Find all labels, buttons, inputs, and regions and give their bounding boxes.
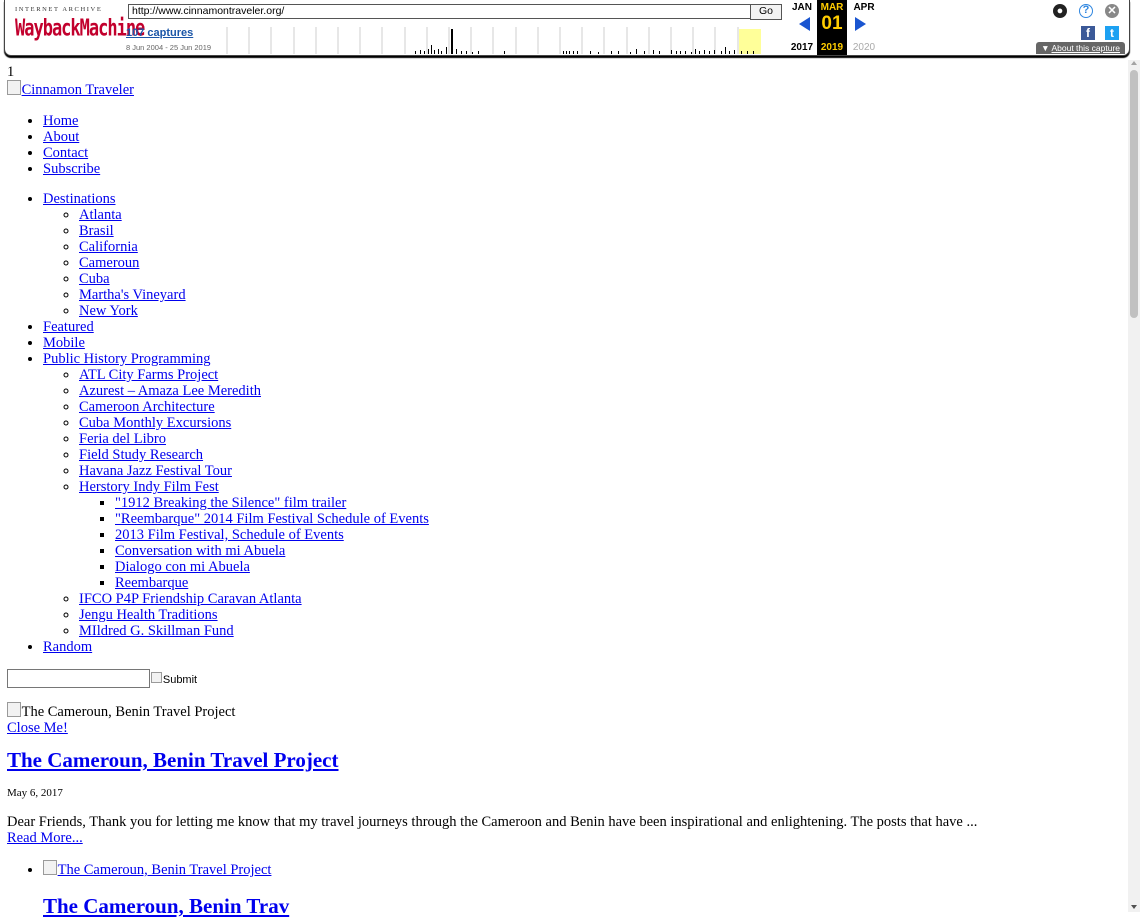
- nav-item-home: [43, 113, 1122, 129]
- nav-item-contact: [43, 145, 1122, 161]
- submenu-item: [79, 447, 1122, 463]
- submenu-link-atl-city-farms[interactable]: ATL City Farms Project: [79, 367, 219, 384]
- submenu-link-azurest[interactable]: Azurest – Amaza Lee Meredith: [79, 383, 261, 400]
- destinations-submenu: [43, 207, 1122, 319]
- submenu-item: [115, 543, 1122, 559]
- post-title-link[interactable]: The Cameroun, Benin Travel Project: [7, 748, 339, 773]
- wayback-logo[interactable]: [15, 6, 145, 44]
- site-logo-alt-text: Cinnamon Traveler: [21, 82, 134, 99]
- submenu-link-conversation-abuela[interactable]: Conversation with mi Abuela: [115, 543, 286, 560]
- submenu-link-feria-del-libro[interactable]: Feria del Libro: [79, 431, 166, 448]
- prev-year-label: 2017: [790, 42, 814, 53]
- thumbnail-item: [43, 860, 1122, 878]
- submenu-item: [79, 207, 1122, 223]
- public-history-submenu: [43, 367, 1122, 639]
- submenu-link-cameroon-architecture[interactable]: Cameroon Architecture: [79, 399, 215, 416]
- nav-item-about: [43, 129, 1122, 145]
- herstory-submenu: [79, 495, 1122, 591]
- submenu-link-skillman-fund[interactable]: MIldred G. Skillman Fund: [79, 623, 234, 640]
- broken-image-icon: [7, 702, 21, 717]
- prev-month-label: JAN: [791, 2, 812, 13]
- submenu-link-field-study[interactable]: Field Study Research: [79, 447, 204, 464]
- submenu-item-herstory: [79, 479, 1122, 591]
- submenu-link-2013-festival[interactable]: 2013 Film Festival, Schedule of Events: [115, 527, 344, 544]
- current-month-column: [817, 0, 847, 55]
- twitter-icon[interactable]: t: [1105, 26, 1119, 40]
- submenu-item: [79, 255, 1122, 271]
- submenu-item: [79, 383, 1122, 399]
- submenu-link-cuba[interactable]: Cuba: [79, 271, 110, 288]
- calendar-navigator: [783, 0, 879, 55]
- facebook-icon[interactable]: f: [1081, 26, 1095, 40]
- sparkline-bars: [415, 29, 754, 54]
- submenu-item: [79, 223, 1122, 239]
- menu-item-destinations: [43, 191, 1122, 319]
- submenu-item: [79, 271, 1122, 287]
- read-more-link[interactable]: Read More...: [7, 830, 83, 847]
- submenu-link-herstory[interactable]: Herstory Indy Film Fest: [79, 479, 219, 496]
- submenu-item: [115, 495, 1122, 511]
- post-thumbnails: [7, 860, 1122, 878]
- page-content: [7, 65, 1122, 920]
- vertical-scrollbar[interactable]: [1128, 60, 1140, 912]
- menu-item-featured: [43, 319, 1122, 335]
- close-icon[interactable]: ✕: [1105, 4, 1119, 18]
- featured-image: [7, 702, 1122, 720]
- submenu-link-dialogo-abuela[interactable]: Dialogo con mi Abuela: [115, 559, 250, 576]
- wayback-machine-logo-text: WaybackMachine: [15, 15, 145, 42]
- submenu-link-ifco-p4p[interactable]: IFCO P4P Friendship Caravan Atlanta: [79, 591, 302, 608]
- submenu-link-havana-jazz[interactable]: Havana Jazz Festival Tour: [79, 463, 232, 480]
- submenu-item: [79, 399, 1122, 415]
- broken-image-icon: [7, 80, 21, 95]
- submenu-link-1912-trailer[interactable]: "1912 Breaking the Silence" film trailer: [115, 495, 347, 512]
- nav-link-about[interactable]: About: [43, 129, 80, 146]
- submenu-item: [79, 367, 1122, 383]
- submenu-link-jengu[interactable]: Jengu Health Traditions: [79, 607, 218, 624]
- scroll-down-arrow-icon[interactable]: [1131, 905, 1137, 909]
- submenu-item: [79, 623, 1122, 639]
- sparkline-year-dividers: [227, 27, 738, 54]
- category-menu: [7, 191, 1122, 655]
- menu-item-public-history: [43, 351, 1122, 639]
- top-navigation: [7, 113, 1122, 177]
- submenu-link-new-york[interactable]: New York: [79, 303, 138, 320]
- submenu-link-california[interactable]: California: [79, 239, 138, 256]
- about-this-capture-button[interactable]: ▼ About this capture: [1036, 42, 1125, 54]
- scroll-up-arrow-icon[interactable]: [1131, 61, 1137, 65]
- post-title: [7, 746, 1122, 774]
- broken-image-icon: [43, 860, 57, 875]
- capture-date-range: 8 Jun 2004 - 25 Jun 2019: [126, 43, 212, 52]
- search-submit-button[interactable]: [151, 672, 197, 686]
- current-year-highlight: [739, 29, 761, 54]
- menu-item-random: [43, 639, 1122, 655]
- site-logo-link[interactable]: [7, 80, 1122, 99]
- search-input[interactable]: [7, 669, 150, 688]
- submenu-item: [115, 527, 1122, 543]
- submenu-item: [79, 287, 1122, 303]
- thumbnail-link[interactable]: [43, 862, 271, 878]
- captures-link[interactable]: 107 captures: [126, 27, 194, 39]
- submenu-item: [79, 415, 1122, 431]
- menu-link-random[interactable]: Random: [43, 639, 93, 656]
- help-icon[interactable]: ?: [1079, 4, 1093, 18]
- nav-link-subscribe[interactable]: Subscribe: [43, 161, 101, 178]
- wayback-toolbar: [4, 0, 1130, 56]
- submenu-item: [79, 431, 1122, 447]
- user-icon[interactable]: ●: [1053, 4, 1067, 18]
- menu-link-destinations[interactable]: Destinations: [43, 191, 116, 208]
- go-button[interactable]: Go: [750, 4, 782, 20]
- nav-link-contact[interactable]: Contact: [43, 145, 89, 162]
- submenu-link-reembarque[interactable]: Reembarque: [115, 575, 189, 592]
- nav-item-subscribe: [43, 161, 1122, 177]
- submenu-link-marthas-vineyard[interactable]: Martha's Vineyard: [79, 287, 186, 304]
- menu-item-mobile: [43, 335, 1122, 351]
- submenu-item: [79, 303, 1122, 319]
- submenu-item: [115, 559, 1122, 575]
- url-input[interactable]: http://www.cinnamontraveler.org/: [128, 4, 752, 19]
- broken-image-icon: [151, 672, 162, 684]
- prev-capture-arrow-icon[interactable]: [799, 17, 810, 31]
- submenu-item: [115, 575, 1122, 591]
- submenu-link-cameroun[interactable]: Cameroun: [79, 255, 140, 272]
- search-form: [7, 669, 1122, 691]
- submenu-item: [79, 591, 1122, 607]
- menu-link-featured[interactable]: Featured: [43, 319, 94, 336]
- current-day-label: 01: [821, 13, 843, 34]
- page-counter-text: 1: [7, 64, 15, 80]
- next-month-label: APR: [853, 2, 875, 13]
- next-month-column[interactable]: [849, 0, 879, 55]
- search-submit-alt-text: Submit: [162, 673, 198, 686]
- thumbnail-alt-text: The Cameroun, Benin Travel Project: [57, 862, 272, 879]
- current-year-label: 2019: [820, 42, 844, 53]
- nav-link-home[interactable]: Home: [43, 113, 79, 130]
- current-month-label: MAR: [820, 2, 844, 13]
- submenu-link-cuba-excursions[interactable]: Cuba Monthly Excursions: [79, 415, 232, 432]
- menu-link-public-history[interactable]: Public History Programming: [43, 351, 211, 368]
- about-this-capture-label: About this capture: [1051, 43, 1120, 53]
- submenu-item: [79, 239, 1122, 255]
- submenu-link-brasil[interactable]: Brasil: [79, 223, 114, 240]
- submenu-link-reembarque-2014[interactable]: "Reembarque" 2014 Film Festival Schedule of Events: [115, 511, 429, 528]
- close-me-link[interactable]: Close Me!: [7, 720, 68, 737]
- submenu-link-atlanta[interactable]: Atlanta: [79, 207, 122, 224]
- post-date: May 6, 2017: [7, 787, 63, 800]
- submenu-item: [79, 463, 1122, 479]
- next-post-title: [43, 892, 1122, 920]
- post-excerpt: Dear Friends, Thank you for letting me know that my travel journeys through the Cameroon and Benin have been inspirational and enlightening. The posts that have ...: [7, 814, 978, 831]
- submenu-item: [115, 511, 1122, 527]
- scrollbar-thumb[interactable]: [1130, 70, 1138, 318]
- menu-link-mobile[interactable]: Mobile: [43, 335, 85, 352]
- featured-image-alt-text: The Cameroun, Benin Travel Project: [21, 704, 236, 721]
- capture-sparkline[interactable]: [225, 27, 765, 54]
- next-year-label: 2020: [852, 42, 876, 53]
- next-post-title-link[interactable]: The Cameroun, Benin Trav: [43, 894, 290, 919]
- internet-archive-label: INTERNET ARCHIVE: [15, 6, 103, 13]
- submenu-item: [79, 607, 1122, 623]
